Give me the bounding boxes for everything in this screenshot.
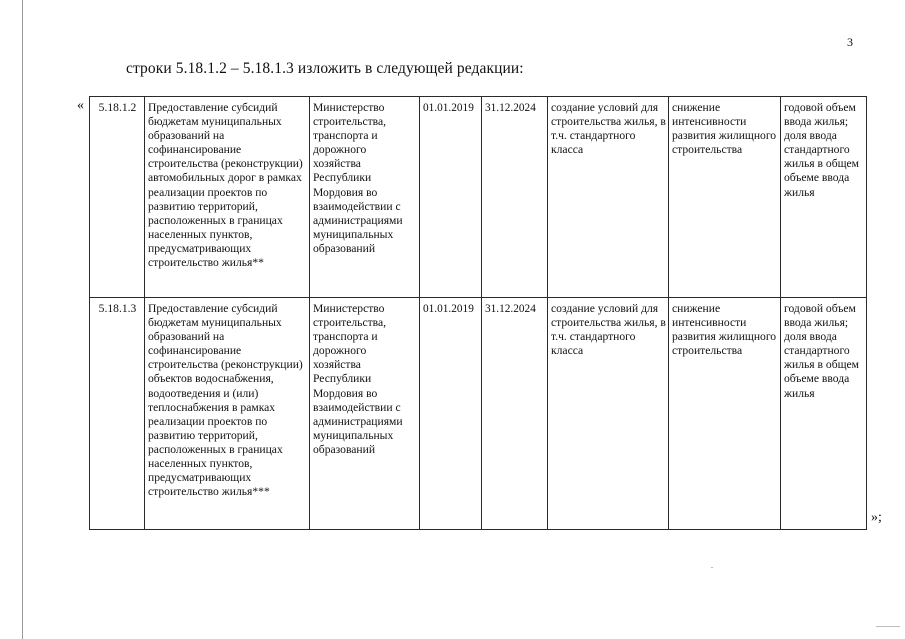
row-number: 5.18.1.3 — [90, 298, 145, 530]
intro-text: строки 5.18.1.2 – 5.18.1.3 изложить в следующей редакции: — [126, 60, 524, 77]
table-row — [90, 97, 867, 298]
indicator-cell: годовой объем ввода жилья; доля ввода стандартного жилья в общем объеме ввода жилья — [781, 97, 867, 298]
measure-description: Предоставление субсидий бюджетам муниципальных образований на софинансирование строительства (реконструкции) автомобильных дорог в рамках реализации проектов по развитию территорий, расположенных в границах населенных пунктов, предусматривающих строительство жилья** — [145, 97, 310, 298]
start-date-cell: 01.01.2019 — [420, 298, 482, 530]
result-cell: снижение интенсивности развития жилищного строительства — [669, 298, 781, 530]
end-date-cell: 31.12.2024 — [482, 298, 548, 530]
executor-cell: Министерство строительства, транспорта и дорожного хозяйства Республики Мордовия во взаимодействии с администрациями муниципальных образований — [310, 298, 420, 530]
closing-quote: »; — [871, 510, 882, 525]
goal-cell: создание условий для строительства жилья, в т.ч. стандартного класса — [548, 97, 669, 298]
measure-description: Предоставление субсидий бюджетам муниципальных образований на софинансирование строительства (реконструкции) объектов водоснабжения, водоотведения и (или) теплоснабжения в рамках реализации проектов по развитию территорий, расположенных в границах населенных пунктов, предусматривающих строительство жилья*** — [145, 298, 310, 530]
indicator-cell: годовой объем ввода жилья; доля ввода стандартного жилья в общем объеме ввода жилья — [781, 298, 867, 530]
scan-artifact — [711, 567, 713, 568]
program-table — [89, 96, 867, 530]
end-date-cell: 31.12.2024 — [482, 97, 548, 298]
page-number: 3 — [847, 35, 853, 49]
scan-artifact — [876, 626, 900, 627]
result-cell: снижение интенсивности развития жилищного строительства — [669, 97, 781, 298]
start-date-cell: 01.01.2019 — [420, 97, 482, 298]
page-left-border — [22, 0, 23, 639]
executor-cell: Министерство строительства, транспорта и дорожного хозяйства Республики Мордовия во взаимодействии с администрациями муниципальных образований — [310, 97, 420, 298]
goal-cell: создание условий для строительства жилья, в т.ч. стандартного класса — [548, 298, 669, 530]
table-row — [90, 298, 867, 530]
row-number: 5.18.1.2 — [90, 97, 145, 298]
opening-quote: « — [77, 98, 84, 113]
